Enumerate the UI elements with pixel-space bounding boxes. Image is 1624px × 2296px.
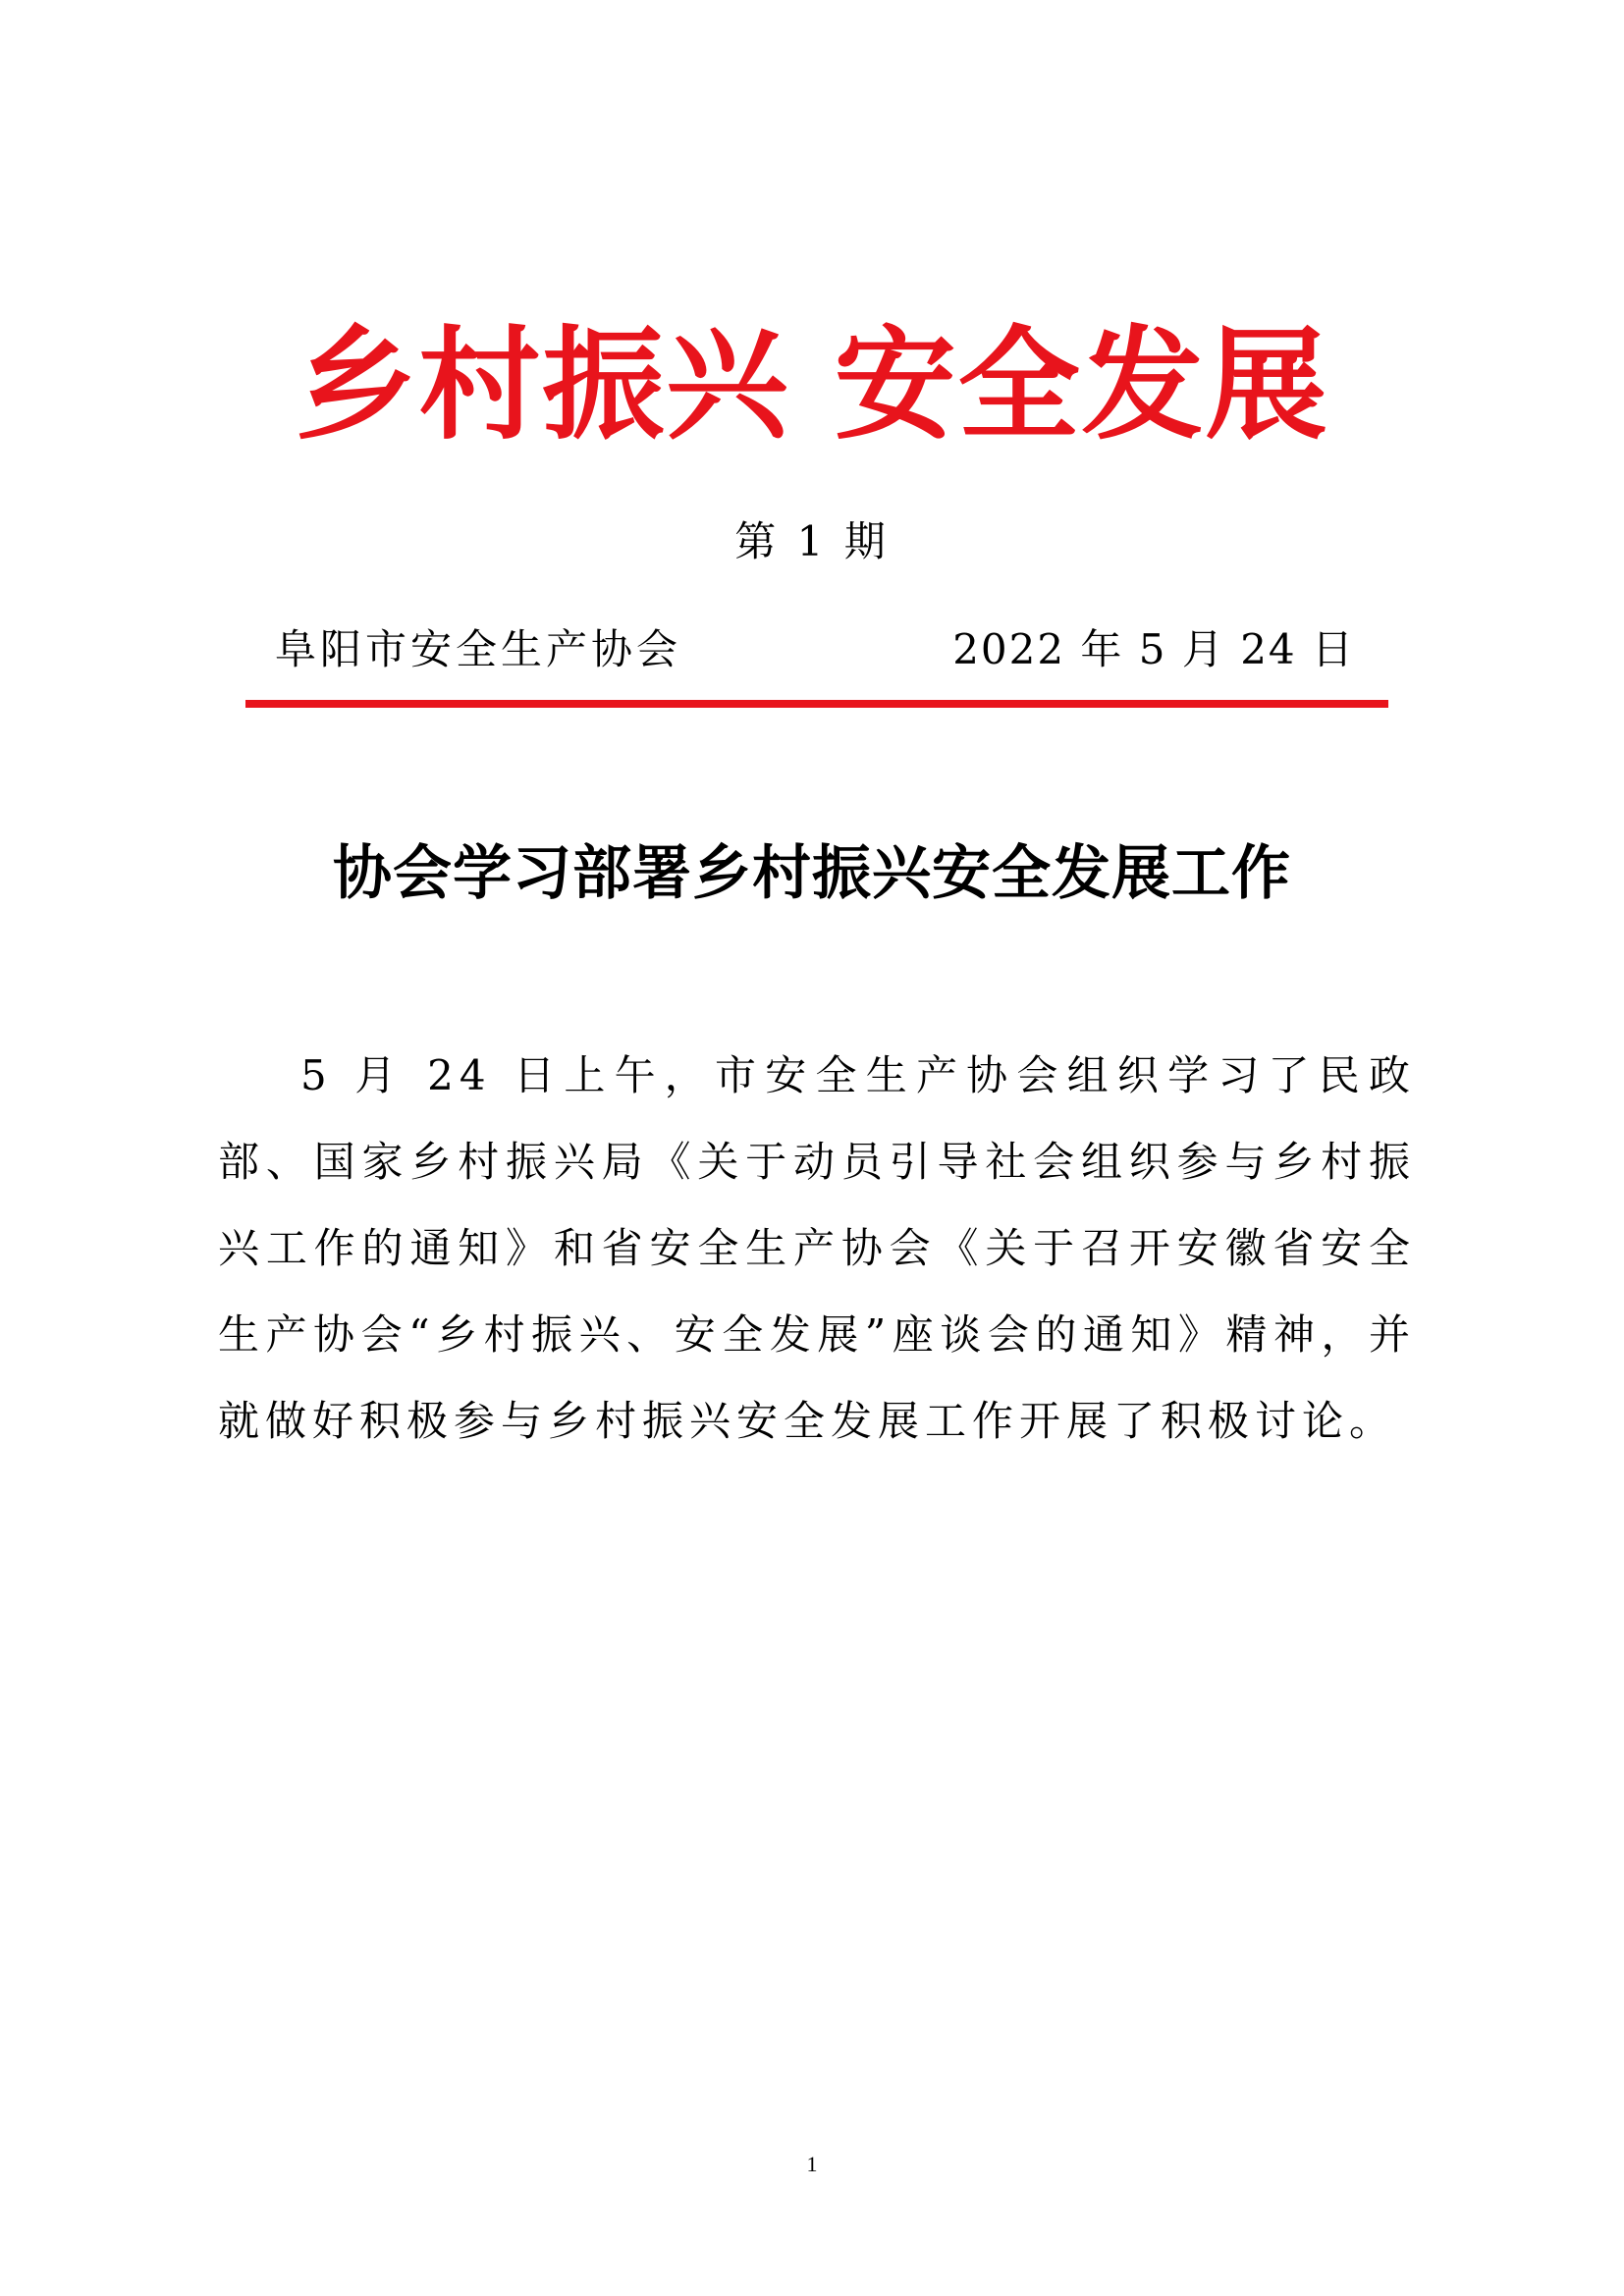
red-divider-line — [245, 700, 1388, 708]
article-title: 协会学习部署乡村振兴安全发展工作 — [333, 839, 1291, 908]
issue-number: 第 1 期 — [734, 517, 890, 565]
header-meta-row — [275, 620, 1355, 679]
masthead-title: 乡村振兴 安全发展 — [295, 315, 1329, 456]
organization-name: 阜阳市安全生产协会 — [275, 625, 682, 673]
page-number: 1 — [806, 2152, 818, 2176]
publish-date: 2022 年 5 月 24 日 — [952, 625, 1355, 673]
article-paragraph: 5 月 24 日上午，市安全生产协会组织学习了民政部、国家乡村振兴局《关于动员引导社会组织参与乡村振兴工作的通知》和省安全生产协会《关于召开安徽省安全生产协会“乡村振兴、安全发展”座谈会的通知》精神，并就做好积极参与乡村振兴安全发展工作开展了积极讨论。 — [218, 1051, 1416, 1445]
